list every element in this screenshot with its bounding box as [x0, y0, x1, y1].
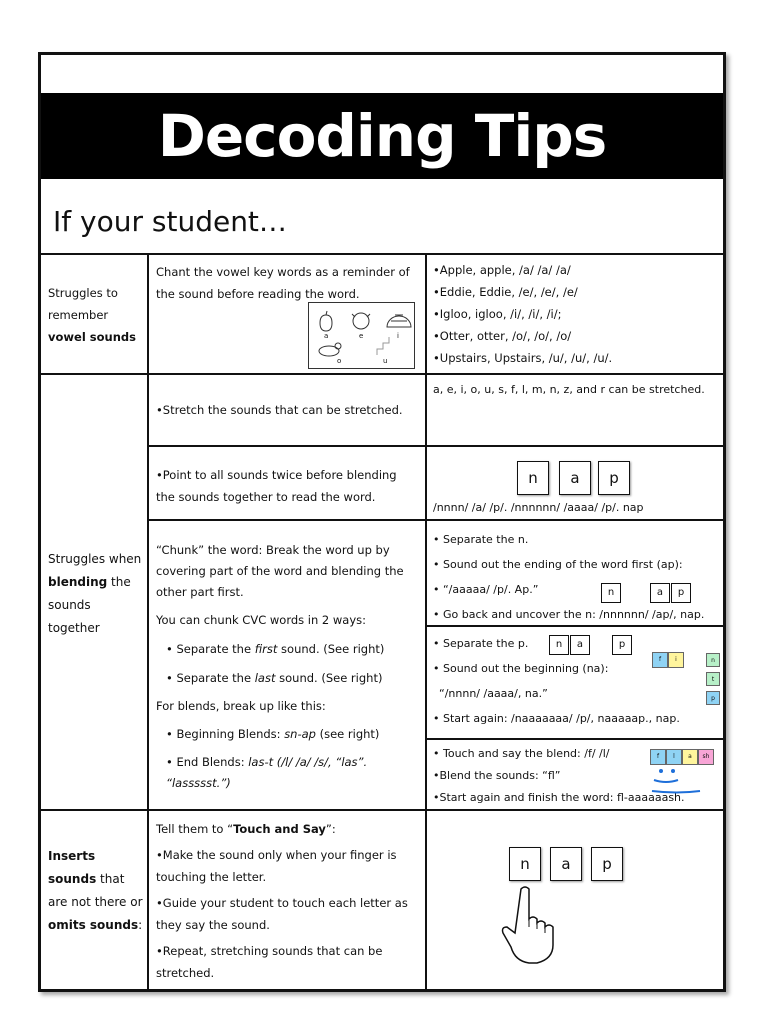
step-line: •Start again and finish the word: fl-aaaaaash.: [433, 791, 685, 804]
color-letter-tile: t: [706, 672, 720, 686]
letter-tile: a: [550, 847, 582, 881]
vowel-tip: Chant the vowel key words as a reminder of the sound before reading the word.: [156, 265, 410, 301]
chant-line: •Apple, apple, /a/ /a/ /a/: [433, 263, 571, 277]
text: • Separate the: [166, 642, 255, 656]
row-label-blending: [48, 548, 144, 640]
letter-tile: p: [598, 461, 630, 495]
text-em: las-t (/l/ /a/ /s/, “las”. “lassssst.”): [166, 755, 368, 790]
step-line: “/nnnn/ /aaaa/, na.”: [439, 687, 548, 700]
step-line: • Touch and say the blend: /f/ /l/: [433, 747, 610, 760]
letter-tile: a: [570, 635, 590, 655]
color-letter-tile: f: [652, 652, 668, 668]
separate-last: [156, 668, 418, 689]
text: Tell them to “: [156, 822, 234, 836]
label-bold: vowel sounds: [48, 330, 136, 344]
letter-tile: p: [591, 847, 623, 881]
title-bar: [41, 93, 723, 179]
text-em: last: [254, 671, 276, 685]
point-tip: •Point to all sounds twice before blending the sounds together to read the word.: [156, 468, 397, 504]
letter-tile: n: [549, 635, 569, 655]
row-label-vowel: [48, 282, 144, 348]
letter-tile: a: [559, 461, 591, 495]
chunk-intro: “Chunk” the word: Break the word up by covering part of the word and blending the other part first.: [156, 543, 404, 599]
step-line: • Start again: /naaaaaaa/ /p/, naaaaap., nap.: [433, 712, 680, 725]
color-letter-tile: n: [706, 653, 720, 667]
vowel-letter: i: [397, 332, 399, 340]
text: • Beginning Blends:: [166, 727, 285, 741]
letter-tile: n: [517, 461, 549, 495]
text-em: sn-ap: [284, 727, 316, 741]
step-line: • Separate the p.: [433, 637, 529, 650]
divider: [149, 445, 726, 447]
step-line: • “/aaaaa/ /p/. Ap.”: [433, 583, 539, 596]
text: • End Blends:: [166, 755, 249, 769]
touch-line: •Make the sound only when your finger is touching the letter.: [156, 848, 397, 884]
pointing-hand-icon: [496, 881, 556, 966]
letter-tile: p: [612, 635, 632, 655]
step-line: • Sound out the beginning (na):: [433, 662, 609, 675]
step-line: • Separate the n.: [433, 533, 529, 546]
igloo-icon: [387, 315, 411, 327]
text: (see right): [315, 727, 380, 741]
divider: [41, 809, 723, 811]
vowel-chants: [433, 259, 723, 369]
text: ”:: [325, 822, 336, 836]
color-letter-tile: a: [682, 749, 698, 765]
stretch-tip: •Stretch the sounds that can be stretched.: [156, 403, 403, 417]
chunk-ways: You can chunk CVC words in 2 ways:: [156, 613, 367, 627]
subtitle: If your student…: [53, 205, 287, 238]
chant-line: •Eddie, Eddie, /e/, /e/, /e/: [433, 285, 578, 299]
column-divider: [147, 253, 149, 992]
color-letter-tile: sh: [698, 749, 714, 765]
eddie-icon: [352, 313, 370, 329]
chant-line: •Otter, otter, /o/, /o/, /o/: [433, 329, 572, 343]
letter-tile: n: [601, 583, 621, 603]
label-bold: omits sounds: [48, 918, 139, 932]
letter-tile: a: [650, 583, 670, 603]
separate-first: [156, 639, 418, 660]
touch-intro: [156, 818, 418, 840]
label-text: Struggles to remember: [48, 286, 118, 322]
beginning-blends: [156, 724, 418, 745]
touch-line: •Guide your student to touch each letter as they say the sound.: [156, 896, 408, 932]
divider: [41, 373, 723, 375]
step-line: •Blend the sounds: “fl”: [433, 769, 561, 782]
separate-n-steps: [433, 527, 725, 627]
decoding-tips-sheet: [38, 52, 726, 992]
text: • Separate the: [166, 671, 255, 685]
chant-line: •Upstairs, Upstairs, /u/, /u/, /u/.: [433, 351, 613, 365]
chunk-instructions: [156, 540, 418, 794]
label-text: that are not there or: [48, 872, 143, 909]
label-bold: Inserts sounds: [48, 849, 97, 886]
vowel-letter: o: [337, 357, 342, 365]
label-text: the sounds together: [48, 575, 131, 635]
row-label-inserts: [48, 845, 144, 937]
divider: [149, 519, 726, 521]
vowel-letter: u: [383, 357, 388, 365]
otter-icon: [319, 343, 341, 356]
color-letter-tile: f: [650, 749, 666, 765]
label-bold: blending: [48, 575, 108, 589]
step-line: • Go back and uncover the n: /nnnnnn/ /ap/, nap.: [433, 608, 705, 621]
apple-icon: [320, 311, 332, 331]
nap-caption: /nnnn/ /a/ /p/. /nnnnnn/ /aaaa/ /p/. nap: [433, 501, 644, 514]
color-letter-tile: i: [668, 652, 684, 668]
color-letter-tile: p: [706, 691, 720, 705]
divider: [41, 253, 723, 255]
label-text: :: [138, 918, 143, 932]
end-blends: [156, 752, 418, 794]
page-title: Decoding Tips: [157, 102, 607, 170]
touch-line: •Repeat, stretching sounds that can be stretched.: [156, 944, 383, 980]
text-em: first: [254, 642, 278, 656]
vowel-letter: e: [359, 332, 364, 340]
upstairs-icon: [377, 337, 389, 355]
letter-tile: p: [671, 583, 691, 603]
vowel-letter: a: [324, 332, 329, 340]
text: sound. (See right): [275, 671, 383, 685]
stretch-note: a, e, i, o, u, s, f, l, m, n, z, and r can be stretched.: [433, 383, 705, 396]
blends-intro: For blends, break up like this:: [156, 699, 326, 713]
text: sound. (See right): [277, 642, 385, 656]
letter-tile: n: [509, 847, 541, 881]
column-divider: [425, 253, 427, 992]
divider: [426, 738, 726, 740]
step-line: • Sound out the ending of the word first (ap):: [433, 558, 683, 571]
label-text: Struggles when: [48, 552, 142, 566]
touch-and-say-tip: [156, 818, 418, 984]
vowel-picture-box: [308, 302, 415, 369]
blend-marks: [646, 766, 706, 796]
color-letter-tile: l: [666, 749, 682, 765]
chant-line: •Igloo, igloo, /i/, /i/, /i/;: [433, 307, 562, 321]
text-bold: Touch and Say: [233, 822, 326, 836]
